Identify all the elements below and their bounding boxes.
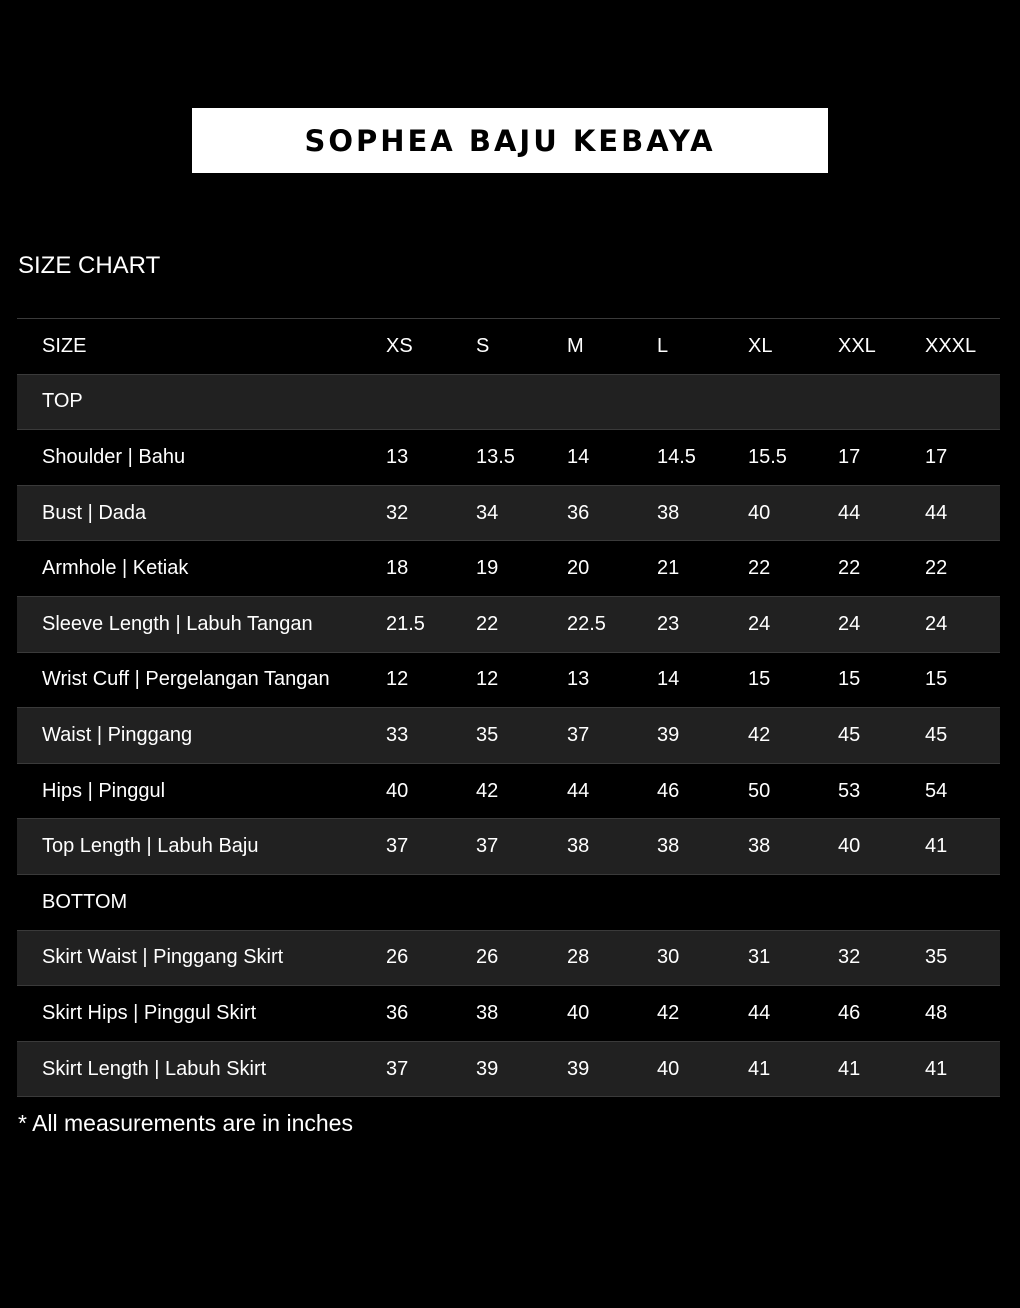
- measurement-value: 21: [657, 557, 680, 580]
- measurement-value: 17: [838, 445, 861, 468]
- page-title: SIZE CHART: [18, 252, 161, 279]
- measurement-value: 24: [925, 612, 948, 635]
- measurement-value: 35: [925, 946, 948, 969]
- measurement-value: 38: [657, 501, 680, 524]
- measurement-value: 23: [657, 612, 680, 635]
- measurement-value: 13: [386, 445, 409, 468]
- measurement-value: 22: [925, 557, 948, 580]
- measurement-value: 42: [476, 779, 499, 802]
- measurement-value: 21.5: [386, 612, 425, 635]
- table-row: [17, 986, 1000, 1042]
- measurement-value: 19: [476, 557, 499, 580]
- measurement-value: 37: [476, 835, 499, 858]
- header-size-xxl: XXL: [838, 334, 876, 357]
- header-size-l: L: [657, 334, 669, 357]
- measurement-value: 42: [748, 723, 771, 746]
- brand-name: SOPHEA BAJU KEBAYA: [304, 123, 716, 158]
- measurement-value: 40: [657, 1057, 680, 1080]
- measurement-value: 15.5: [748, 445, 787, 468]
- header-size-xs: XS: [386, 334, 413, 357]
- header-size-s: S: [476, 334, 490, 357]
- measurement-value: 28: [567, 946, 590, 969]
- measurement-value: 22: [838, 557, 861, 580]
- measurement-value: 22: [476, 612, 499, 635]
- measurement-value: 40: [838, 835, 861, 858]
- measurement-label: Armhole | Ketiak: [42, 557, 189, 580]
- measurement-value: 26: [476, 946, 499, 969]
- measurement-value: 14: [657, 668, 680, 691]
- measurement-value: 41: [748, 1057, 771, 1080]
- measurement-value: 35: [476, 723, 499, 746]
- measurement-value: 15: [748, 668, 771, 691]
- table-row: [17, 931, 1000, 987]
- measurement-value: 44: [748, 1001, 771, 1024]
- measurement-label: Top Length | Labuh Baju: [42, 835, 259, 858]
- measurement-value: 44: [925, 501, 948, 524]
- measurement-label: Waist | Pinggang: [42, 723, 193, 746]
- measurement-value: 26: [386, 946, 409, 969]
- measurement-value: 22: [748, 557, 771, 580]
- measurement-value: 38: [748, 835, 771, 858]
- measurement-value: 44: [567, 779, 590, 802]
- measurement-value: 34: [476, 501, 499, 524]
- measurement-value: 14: [567, 445, 590, 468]
- measurement-value: 24: [748, 612, 771, 635]
- measurement-value: 18: [386, 557, 409, 580]
- measurement-value: 40: [748, 501, 771, 524]
- measurement-value: 41: [925, 1057, 948, 1080]
- measurement-value: 37: [386, 1057, 409, 1080]
- measurement-value: 39: [657, 723, 680, 746]
- measurement-value: 45: [925, 723, 948, 746]
- table-row: [17, 597, 1000, 653]
- brand-banner: [192, 108, 828, 173]
- size-chart-table: [17, 318, 1000, 1097]
- group-heading: BOTTOM: [42, 890, 128, 913]
- measurement-value: 31: [748, 946, 771, 969]
- measurement-value: 54: [925, 779, 948, 802]
- table-row: [17, 541, 1000, 597]
- measurement-label: Sleeve Length | Labuh Tangan: [42, 612, 313, 635]
- measurement-value: 40: [567, 1001, 590, 1024]
- measurement-label: Skirt Hips | Pinggul Skirt: [42, 1001, 257, 1024]
- measurement-value: 32: [838, 946, 861, 969]
- measurement-value: 41: [838, 1057, 861, 1080]
- measurement-value: 50: [748, 779, 771, 802]
- measurement-value: 15: [838, 668, 861, 691]
- group-heading: TOP: [42, 390, 83, 413]
- measurement-value: 45: [838, 723, 861, 746]
- measurement-value: 39: [476, 1057, 499, 1080]
- measurement-label: Hips | Pinggul: [42, 779, 166, 802]
- measurement-value: 46: [657, 779, 680, 802]
- measurement-label: Skirt Length | Labuh Skirt: [42, 1057, 267, 1080]
- table-row: [17, 819, 1000, 875]
- table-row: [17, 764, 1000, 820]
- measurement-value: 38: [476, 1001, 499, 1024]
- measurement-value: 53: [838, 779, 861, 802]
- measurement-label: Shoulder | Bahu: [42, 445, 186, 468]
- measurement-label: Bust | Dada: [42, 501, 147, 524]
- measurement-value: 42: [657, 1001, 680, 1024]
- measurement-value: 22.5: [567, 612, 606, 635]
- measurement-value: 24: [838, 612, 861, 635]
- header-size-m: M: [567, 334, 584, 357]
- group-heading-row: [17, 375, 1000, 431]
- measurement-value: 15: [925, 668, 948, 691]
- header-size-label: SIZE: [42, 334, 87, 357]
- measurement-value: 33: [386, 723, 409, 746]
- measurement-value: 37: [567, 723, 590, 746]
- measurement-value: 30: [657, 946, 680, 969]
- measurement-value: 20: [567, 557, 590, 580]
- measurement-value: 17: [925, 445, 948, 468]
- table-row: [17, 653, 1000, 709]
- group-heading-row: [17, 875, 1000, 931]
- measurement-value: 36: [386, 1001, 409, 1024]
- measurement-label: Wrist Cuff | Pergelangan Tangan: [42, 668, 330, 691]
- table-row: [17, 1042, 1000, 1098]
- measurement-value: 38: [567, 835, 590, 858]
- measurement-value: 14.5: [657, 445, 696, 468]
- measurement-value: 32: [386, 501, 409, 524]
- measurement-value: 12: [386, 668, 409, 691]
- measurement-value: 12: [476, 668, 499, 691]
- measurement-value: 13.5: [476, 445, 515, 468]
- table-row: [17, 708, 1000, 764]
- header-size-xxxl: XXXL: [925, 334, 977, 357]
- measurement-value: 13: [567, 668, 590, 691]
- measurement-label: Skirt Waist | Pinggang Skirt: [42, 946, 284, 969]
- measurement-value: 38: [657, 835, 680, 858]
- table-row: [17, 430, 1000, 486]
- measurement-value: 44: [838, 501, 861, 524]
- measurement-value: 39: [567, 1057, 590, 1080]
- measurement-footnote: * All measurements are in inches: [18, 1110, 353, 1136]
- measurement-value: 37: [386, 835, 409, 858]
- measurement-value: 48: [925, 1001, 948, 1024]
- table-row: [17, 486, 1000, 542]
- measurement-value: 40: [386, 779, 409, 802]
- measurement-value: 41: [925, 835, 948, 858]
- measurement-value: 46: [838, 1001, 861, 1024]
- table-header-row: [17, 319, 1000, 375]
- measurement-value: 36: [567, 501, 590, 524]
- header-size-xl: XL: [748, 334, 773, 357]
